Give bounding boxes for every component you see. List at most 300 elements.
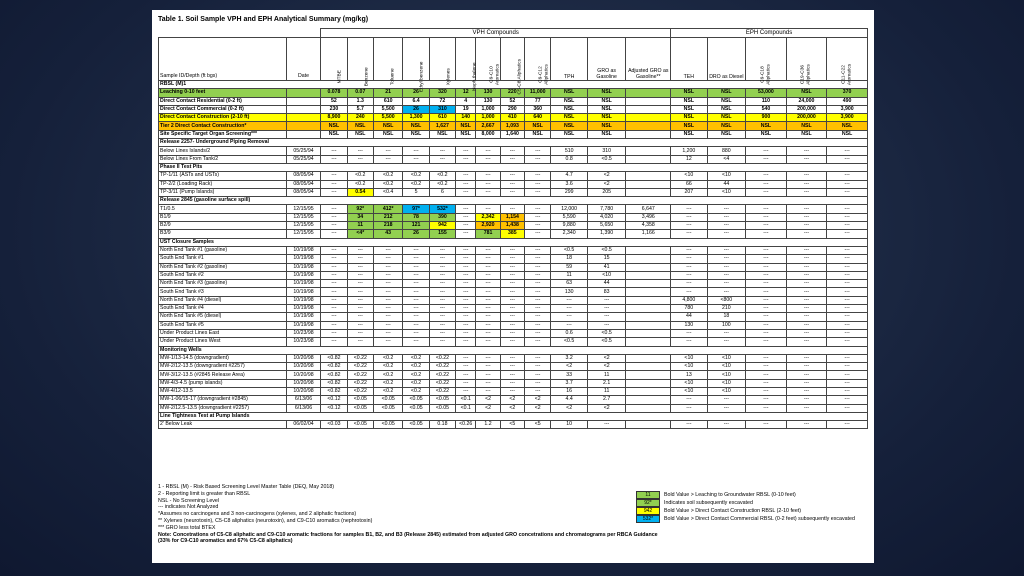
value-cell: ---: [347, 246, 373, 254]
value-cell: <10: [707, 172, 746, 180]
value-cell: [626, 89, 671, 97]
value-cell: <2: [551, 363, 588, 371]
value-cell: 1,000: [476, 114, 500, 122]
sample-id-cell: Direct Contact Construction (2-10 ft): [159, 114, 287, 122]
value-cell: ---: [827, 280, 868, 288]
value-cell: ---: [456, 180, 476, 188]
section-title: Monitoring Wells: [159, 346, 868, 354]
value-cell: <10: [707, 379, 746, 387]
value-cell: <0.22: [429, 371, 455, 379]
value-cell: ---: [456, 188, 476, 196]
value-cell: ---: [827, 155, 868, 163]
value-cell: NSL: [587, 130, 626, 138]
value-cell: ---: [500, 329, 524, 337]
value-cell: 4,800: [671, 296, 708, 304]
value-cell: <0.22: [347, 363, 373, 371]
value-cell: 155: [429, 230, 455, 238]
value-cell: <0.2: [373, 371, 402, 379]
document-page: [152, 10, 874, 563]
value-cell: ---: [827, 421, 868, 429]
value-cell: 370: [827, 89, 868, 97]
value-cell: [626, 396, 671, 404]
value-cell: ---: [786, 296, 827, 304]
value-cell: <0.12: [321, 396, 347, 404]
value-cell: ---: [827, 354, 868, 362]
legend-text: Bold Value > Leaching to Groundwater RBSL (0-10 feet): [664, 491, 796, 498]
value-cell: NSL: [347, 130, 373, 138]
date-cell: 10/20/98: [286, 354, 320, 362]
value-cell: ---: [476, 296, 500, 304]
value-cell: ---: [525, 305, 551, 313]
value-cell: ---: [671, 271, 708, 279]
value-cell: 18: [707, 313, 746, 321]
value-cell: ---: [403, 155, 429, 163]
value-cell: <0.22: [347, 371, 373, 379]
value-cell: ---: [525, 313, 551, 321]
value-cell: ---: [746, 396, 787, 404]
value-cell: ---: [456, 147, 476, 155]
table-row: [159, 396, 868, 404]
value-cell: ---: [746, 313, 787, 321]
value-cell: ---: [786, 387, 827, 395]
value-cell: <0.05: [403, 396, 429, 404]
date-cell: 10/19/98: [286, 305, 320, 313]
value-cell: ---: [347, 338, 373, 346]
legend-swatch: 532*: [636, 515, 660, 523]
value-cell: ---: [456, 313, 476, 321]
date-cell: 05/25/94: [286, 155, 320, 163]
value-cell: ---: [456, 329, 476, 337]
value-cell: ---: [827, 387, 868, 395]
value-cell: ---: [429, 296, 455, 304]
value-cell: 1.2: [476, 421, 500, 429]
date-cell: 10/20/98: [286, 387, 320, 395]
value-cell: ---: [373, 246, 402, 254]
value-cell: ---: [500, 263, 524, 271]
value-cell: ---: [347, 255, 373, 263]
value-cell: [626, 305, 671, 313]
value-cell: <0.22: [429, 379, 455, 387]
value-cell: 11: [587, 387, 626, 395]
value-cell: NSL: [429, 130, 455, 138]
value-cell: ---: [403, 280, 429, 288]
date-cell: 6/13/06: [286, 404, 320, 412]
value-cell: <0.05: [373, 404, 402, 412]
value-cell: ---: [746, 255, 787, 263]
value-cell: 640: [525, 114, 551, 122]
value-cell: 0.6: [551, 329, 588, 337]
value-cell: [626, 329, 671, 337]
section-title: Release 2845 (gasoline surface spill): [159, 197, 868, 205]
value-cell: ---: [827, 205, 868, 213]
value-cell: ---: [525, 255, 551, 263]
value-cell: ---: [373, 296, 402, 304]
value-cell: 510: [551, 147, 588, 155]
value-cell: ---: [403, 313, 429, 321]
value-cell: ---: [429, 329, 455, 337]
value-cell: ---: [827, 305, 868, 313]
value-cell: ---: [321, 246, 347, 254]
value-cell: ---: [321, 288, 347, 296]
value-cell: ---: [525, 263, 551, 271]
value-cell: <800: [707, 296, 746, 304]
sample-id-cell: TP-1/11 (ASTs and USTs): [159, 172, 287, 180]
value-cell: <0.1: [456, 404, 476, 412]
value-cell: <0.2: [403, 387, 429, 395]
value-cell: <0.82: [321, 354, 347, 362]
value-cell: ---: [476, 263, 500, 271]
col-header-12: [671, 38, 708, 81]
value-cell: <0.2: [403, 363, 429, 371]
value-cell: <0.05: [429, 396, 455, 404]
value-cell: ---: [456, 213, 476, 221]
data-table: [158, 28, 868, 429]
col-header-label: C5-C8 Aliphatics: [516, 59, 522, 95]
value-cell: 390: [429, 213, 455, 221]
value-cell: ---: [456, 263, 476, 271]
value-cell: ---: [746, 329, 787, 337]
sample-id-cell: B2/9: [159, 222, 287, 230]
value-cell: 100: [707, 321, 746, 329]
value-cell: ---: [746, 147, 787, 155]
value-cell: ---: [456, 387, 476, 395]
value-cell: ---: [429, 147, 455, 155]
table-row: [159, 222, 868, 230]
date-cell: 08/05/94: [286, 172, 320, 180]
table-row: [159, 147, 868, 155]
sample-id-cell: Below Lines Islands/2: [159, 147, 287, 155]
col-header-9: [551, 38, 588, 81]
value-cell: ---: [746, 321, 787, 329]
value-cell: 33: [551, 371, 588, 379]
value-cell: 11: [551, 271, 588, 279]
value-cell: ---: [707, 338, 746, 346]
col-header-label: Adjusted GRO as Gasoline**: [628, 68, 669, 80]
value-cell: ---: [786, 379, 827, 387]
value-cell: ---: [347, 305, 373, 313]
value-cell: ---: [525, 296, 551, 304]
value-cell: [626, 371, 671, 379]
value-cell: ---: [671, 404, 708, 412]
value-cell: <0.05: [403, 421, 429, 429]
value-cell: ---: [746, 222, 787, 230]
value-cell: ---: [321, 296, 347, 304]
value-cell: ---: [347, 313, 373, 321]
value-cell: <0.82: [321, 379, 347, 387]
value-cell: ---: [456, 246, 476, 254]
value-cell: ---: [321, 305, 347, 313]
date-cell: 10/19/98: [286, 296, 320, 304]
date-cell: 10/23/98: [286, 338, 320, 346]
date-cell: 10/23/98: [286, 329, 320, 337]
value-cell: ---: [403, 271, 429, 279]
value-cell: NSL: [587, 122, 626, 130]
value-cell: 13: [671, 371, 708, 379]
value-cell: <0.2: [373, 379, 402, 387]
value-cell: 12: [456, 89, 476, 97]
col-header-label: TPH: [563, 74, 575, 80]
sample-id-cell: MW-2/12.5-13.5 (downgradient #2257): [159, 404, 287, 412]
value-cell: ---: [746, 246, 787, 254]
value-cell: 1.3: [347, 97, 373, 105]
value-cell: ---: [671, 421, 708, 429]
value-cell: ---: [707, 421, 746, 429]
col-header-10: [587, 38, 626, 81]
footnote-line: NSL - No Screening Level: [158, 497, 220, 504]
section-title: RBSL (M)1: [159, 81, 868, 89]
date-cell: 10/19/98: [286, 313, 320, 321]
value-cell: ---: [746, 188, 787, 196]
value-cell: <0.2: [347, 172, 373, 180]
value-cell: ---: [373, 313, 402, 321]
value-cell: 52: [321, 97, 347, 105]
value-cell: 4.4: [551, 396, 588, 404]
sample-id-cell: South End Tank #1: [159, 255, 287, 263]
value-cell: ---: [587, 421, 626, 429]
value-cell: NSL: [786, 130, 827, 138]
sample-id-cell: Under Product Lines West: [159, 338, 287, 346]
value-cell: ---: [746, 172, 787, 180]
value-cell: ---: [786, 222, 827, 230]
value-cell: <0.2: [347, 180, 373, 188]
value-cell: ---: [321, 205, 347, 213]
value-cell: <0.5: [551, 338, 588, 346]
table-row: [159, 246, 868, 254]
value-cell: 2,340: [551, 230, 588, 238]
section-title: UST Closure Samples: [159, 238, 868, 246]
value-cell: 205: [587, 188, 626, 196]
value-cell: 121: [403, 222, 429, 230]
value-cell: ---: [456, 338, 476, 346]
date-cell: 10/19/98: [286, 271, 320, 279]
value-cell: [626, 97, 671, 105]
col-header-8: [525, 38, 551, 85]
value-cell: <0.05: [347, 404, 373, 412]
value-cell: <0.22: [347, 387, 373, 395]
value-cell: 4: [456, 97, 476, 105]
value-cell: ---: [551, 296, 588, 304]
value-cell: <0.5: [587, 155, 626, 163]
value-cell: <0.22: [347, 354, 373, 362]
value-cell: ---: [707, 404, 746, 412]
value-cell: ---: [746, 421, 787, 429]
section-row: [159, 346, 868, 354]
group-header-row: [159, 29, 868, 38]
value-cell: ---: [321, 213, 347, 221]
value-cell: ---: [500, 147, 524, 155]
value-cell: ---: [403, 321, 429, 329]
legend-swatch: 942: [636, 507, 660, 515]
value-cell: NSL: [707, 130, 746, 138]
value-cell: ---: [456, 296, 476, 304]
value-cell: 130: [476, 89, 500, 97]
value-cell: 532*: [429, 205, 455, 213]
col-header-1: [347, 38, 373, 87]
table-row: [159, 329, 868, 337]
value-cell: NSL: [786, 122, 827, 130]
value-cell: ---: [525, 147, 551, 155]
value-cell: ---: [429, 263, 455, 271]
value-cell: 5,500: [373, 114, 402, 122]
value-cell: ---: [525, 222, 551, 230]
value-cell: ---: [476, 329, 500, 337]
value-cell: [626, 321, 671, 329]
date-cell: 12/15/95: [286, 205, 320, 213]
value-cell: <0.82: [321, 387, 347, 395]
value-cell: [626, 379, 671, 387]
value-cell: NSL: [707, 122, 746, 130]
date-cell: [286, 114, 320, 122]
table-row: [159, 421, 868, 429]
value-cell: ---: [321, 280, 347, 288]
value-cell: <0.26: [456, 421, 476, 429]
footnote-line: *** GRO less total BTEX: [158, 524, 216, 531]
value-cell: 2.1: [587, 379, 626, 387]
value-cell: ---: [827, 255, 868, 263]
table-row: [159, 404, 868, 412]
value-cell: <2: [500, 404, 524, 412]
value-cell: ---: [347, 296, 373, 304]
value-cell: ---: [525, 288, 551, 296]
value-cell: 77: [525, 97, 551, 105]
value-cell: ---: [786, 354, 827, 362]
value-cell: 1,390: [587, 230, 626, 238]
value-cell: NSL: [671, 114, 708, 122]
col-header-14: [746, 38, 787, 85]
value-cell: ---: [525, 172, 551, 180]
value-cell: <5: [500, 421, 524, 429]
value-cell: 11,000: [525, 89, 551, 97]
value-cell: ---: [321, 222, 347, 230]
value-cell: 290: [500, 105, 524, 113]
value-cell: NSL: [671, 89, 708, 97]
value-cell: ---: [671, 329, 708, 337]
value-cell: ---: [746, 363, 787, 371]
value-cell: [626, 387, 671, 395]
sample-id-cell: MW-1/13-14.5 (downgradient): [159, 354, 287, 362]
value-cell: <2: [476, 396, 500, 404]
value-cell: <0.05: [373, 396, 402, 404]
value-cell: ---: [429, 313, 455, 321]
value-cell: <0.03: [321, 421, 347, 429]
value-cell: <0.2: [429, 180, 455, 188]
value-cell: ---: [827, 147, 868, 155]
sample-id-cell: MW-1-06/15-17 (downgradient #2845): [159, 396, 287, 404]
col-header-label: MTBE: [337, 70, 343, 84]
value-cell: ---: [525, 188, 551, 196]
legend-item: [636, 499, 855, 507]
value-cell: ---: [456, 222, 476, 230]
value-cell: ---: [786, 230, 827, 238]
value-cell: ---: [476, 147, 500, 155]
value-cell: <0.1: [456, 396, 476, 404]
value-cell: ---: [500, 313, 524, 321]
value-cell: 97*: [403, 205, 429, 213]
value-cell: <0.2: [403, 354, 429, 362]
table-row: [159, 321, 868, 329]
value-cell: ---: [671, 263, 708, 271]
col-header-2: [373, 38, 402, 86]
value-cell: ---: [500, 188, 524, 196]
date-cell: 10/19/98: [286, 263, 320, 271]
value-cell: <0.2: [373, 180, 402, 188]
value-cell: ---: [707, 230, 746, 238]
value-cell: 26: [403, 89, 429, 97]
value-cell: ---: [500, 246, 524, 254]
footnote-line: 2 - Reporting limit is greater than RBSL: [158, 490, 251, 497]
value-cell: ---: [500, 354, 524, 362]
value-cell: 1,154: [500, 213, 524, 221]
eph-group-header: EPH Compounds: [671, 29, 868, 38]
value-cell: ---: [707, 271, 746, 279]
value-cell: ---: [476, 387, 500, 395]
col-header-label: Naph thalene: [472, 62, 478, 92]
value-cell: ---: [429, 288, 455, 296]
value-cell: ---: [456, 363, 476, 371]
value-cell: [626, 180, 671, 188]
value-cell: ---: [373, 338, 402, 346]
value-cell: [626, 188, 671, 196]
col-header-label: TEH: [683, 74, 695, 80]
value-cell: NSL: [373, 122, 402, 130]
value-cell: 1,640: [500, 130, 524, 138]
value-cell: ---: [500, 288, 524, 296]
value-cell: ---: [746, 288, 787, 296]
value-cell: ---: [827, 180, 868, 188]
date-cell: 12/15/95: [286, 213, 320, 221]
table-row: [159, 354, 868, 362]
col-header-label: C9-C12 Aliphatics: [538, 63, 550, 85]
value-cell: 8,900: [321, 114, 347, 122]
value-cell: ---: [525, 246, 551, 254]
col-header-label: C11-C22 Aromatics: [841, 63, 853, 85]
legend-item: [636, 515, 855, 523]
date-cell: [286, 130, 320, 138]
value-cell: ---: [476, 338, 500, 346]
value-cell: ---: [476, 313, 500, 321]
value-cell: ---: [321, 155, 347, 163]
value-cell: 140: [456, 114, 476, 122]
value-cell: ---: [525, 379, 551, 387]
value-cell: ---: [373, 263, 402, 271]
value-cell: ---: [456, 280, 476, 288]
col-header-label: DRO as Diesel: [709, 74, 744, 80]
value-cell: ---: [500, 363, 524, 371]
value-cell: NSL: [551, 97, 588, 105]
legend-text: Bold Value > Direct Contact Construction RBSL (2-10 feet): [664, 507, 802, 514]
value-cell: ---: [671, 246, 708, 254]
value-cell: 19: [456, 105, 476, 113]
value-cell: ---: [525, 213, 551, 221]
legend-swatch: 11: [636, 491, 660, 499]
value-cell: ---: [525, 230, 551, 238]
value-cell: NSL: [786, 89, 827, 97]
value-cell: ---: [525, 321, 551, 329]
value-cell: NSL: [587, 105, 626, 113]
value-cell: <2: [476, 404, 500, 412]
col-header-label: Toluene: [390, 68, 396, 86]
value-cell: ---: [587, 313, 626, 321]
value-cell: NSL: [707, 97, 746, 105]
value-cell: ---: [786, 205, 827, 213]
value-cell: [626, 296, 671, 304]
date-cell: [286, 122, 320, 130]
value-cell: ---: [786, 321, 827, 329]
value-cell: [626, 147, 671, 155]
table-row: [159, 180, 868, 188]
value-cell: ---: [429, 155, 455, 163]
value-cell: 52: [500, 97, 524, 105]
